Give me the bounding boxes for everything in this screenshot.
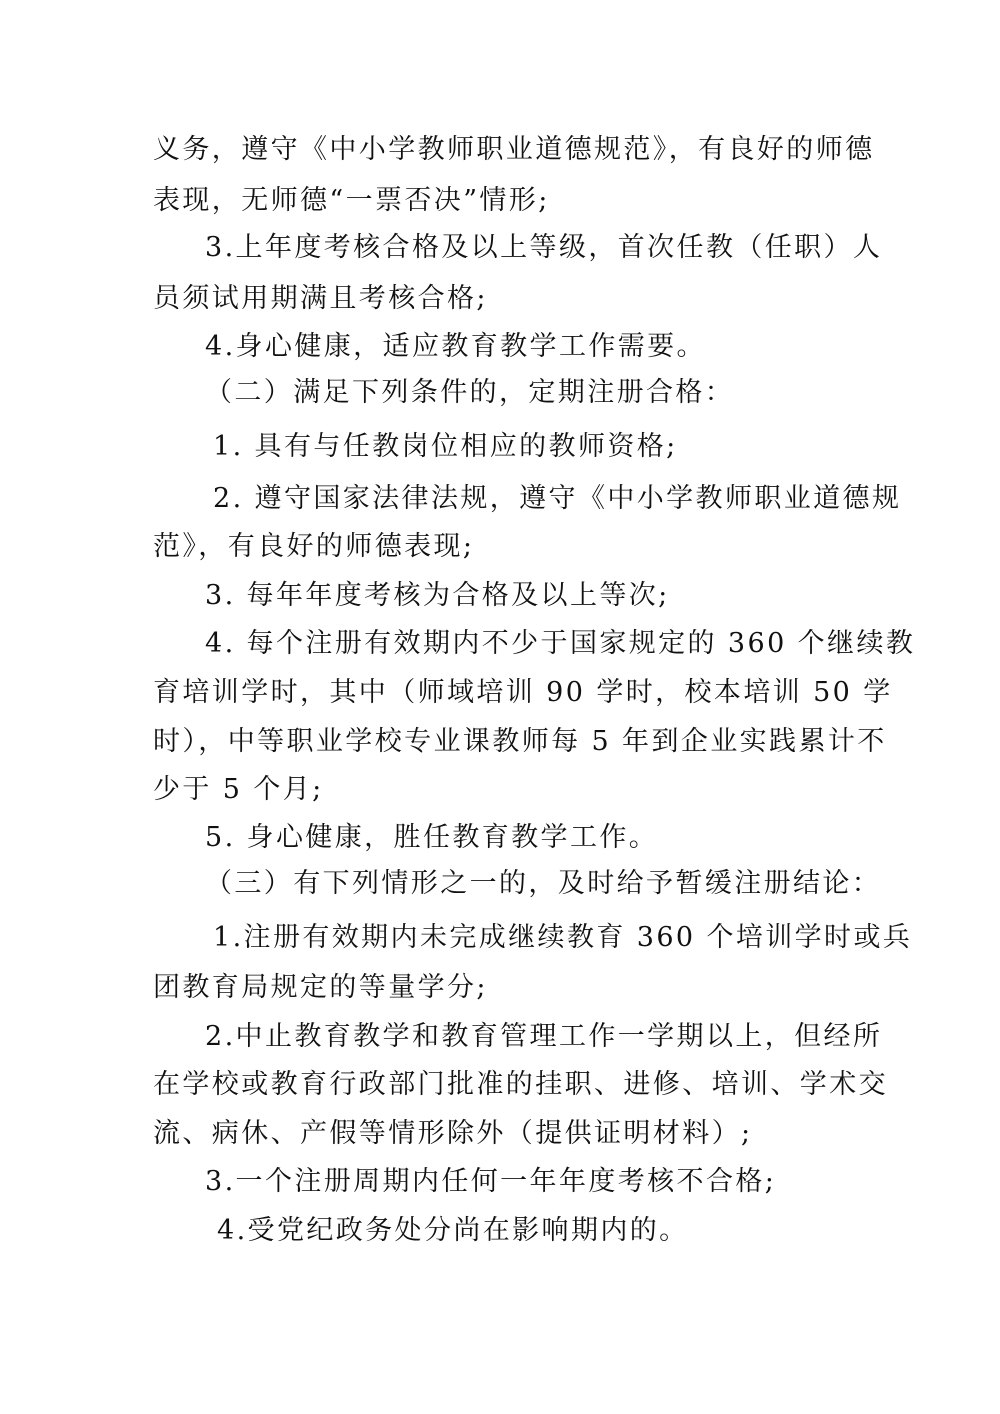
text-line: 时），中等职业学校专业课教师每 5 年到企业实践累计不 (153, 726, 887, 757)
section-heading: （二）满足下列条件的，定期注册合格： (205, 377, 735, 408)
text-line: 义务，遵守《中小学教师职业道德规范》，有良好的师德 (153, 134, 875, 165)
text-line: 3.一个注册周期内任何一年年度考核不合格; (205, 1166, 777, 1197)
text-line: 3. 每年年度考核为合格及以上等次; (205, 580, 670, 611)
text-line: 1. 具有与任教岗位相应的教师资格; (213, 431, 678, 462)
text-line: 5. 身心健康，胜任教育教学工作。 (205, 822, 659, 853)
text-line: 2.中止教育教学和教育管理工作一学期以上，但经所 (205, 1021, 883, 1052)
text-line: 2. 遵守国家法律法规，遵守《中小学教师职业道德规 (213, 483, 902, 514)
text-line: 少于 5 个月; (153, 774, 324, 805)
text-line: 育培训学时，其中（师域培训 90 学时，校本培训 50 学 (153, 677, 893, 708)
text-line: 3.上年度考核合格及以上等级，首次任教（任职）人 (205, 232, 883, 263)
text-line: 4. 每个注册有效期内不少于国家规定的 360 个继续教 (205, 628, 916, 659)
text-line: 员须试用期满且考核合格; (153, 283, 488, 314)
text-line: 4.身心健康，适应教育教学工作需要。 (205, 331, 706, 362)
text-line: 在学校或教育行政部门批准的挂职、进修、培训、学术交 (153, 1069, 888, 1100)
text-line: 1.注册有效期内未完成继续教育 360 个培训学时或兵 (213, 922, 913, 953)
text-line: 范》，有良好的师德表现; (153, 531, 475, 562)
section-heading: （三）有下列情形之一的，及时给予暂缓注册结论： (205, 868, 882, 899)
text-line: 4.受党纪政务处分尚在影响期内的。 (217, 1215, 689, 1246)
text-line: 团教育局规定的等量学分; (153, 972, 488, 1003)
text-line: 流、病休、产假等情形除外（提供证明材料）; (153, 1118, 753, 1149)
text-line: 表现，无师德“一票否决”情形; (153, 185, 550, 216)
